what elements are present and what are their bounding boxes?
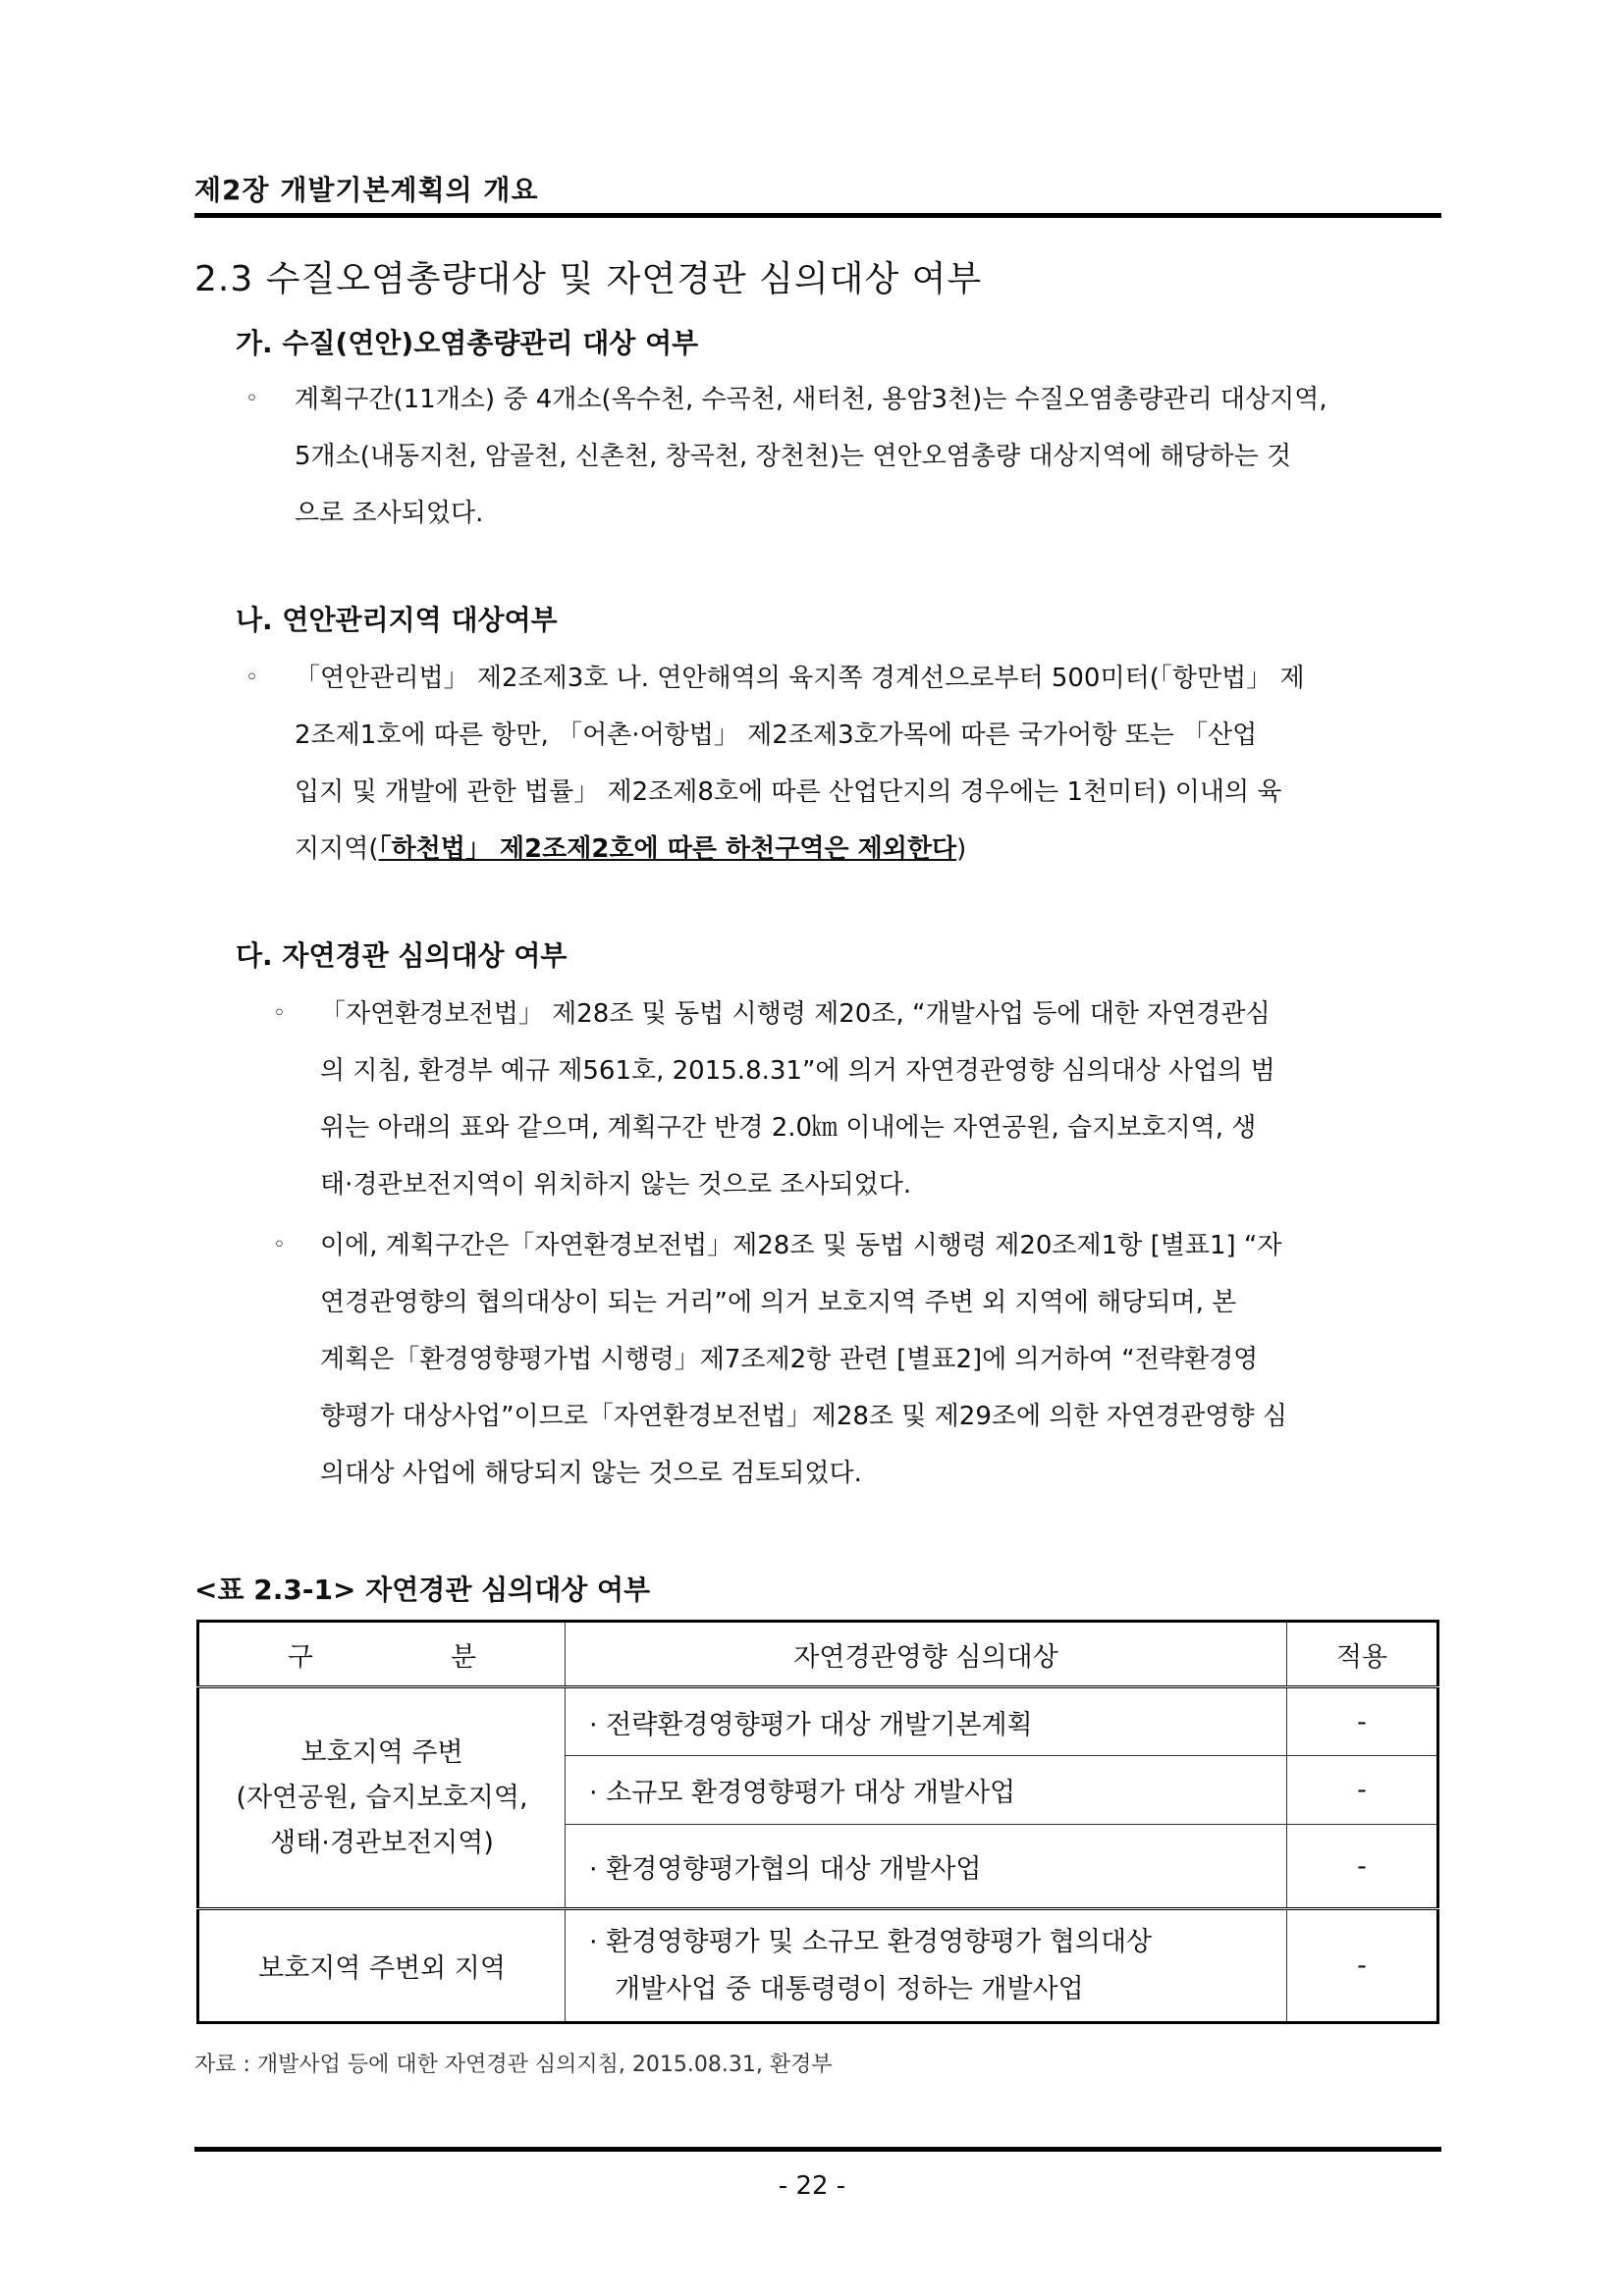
group-label-line: 생태·경관보전지역) [270,1827,494,1858]
paragraph-line: 태·경관보전지역이 위치하지 않는 것으로 조사되었다. [320,1170,912,1200]
group-protected-area-vicinity [198,1687,566,1909]
review-item: · 소규모 환경영향평가 대상 개발사업 [566,1756,1287,1825]
apply-value: - [1287,1756,1438,1825]
paragraph-line: 계획은「환경영향평가법 시행령」제7조제2항 관련 [별표2]에 의거하여 “전략환경영 [320,1345,1259,1374]
subsection-b-title: 나. 연안관리지역 대상여부 [236,604,558,636]
review-item: · 전략환경영향평가 대상 개발기본계획 [566,1687,1287,1756]
group-label-line: (자연공원, 습지보호지역, [236,1782,528,1813]
paragraph-line: 의 지침, 환경부 예규 제561호, 2015.8.31”에 의거 자연경관영향 심의대상 사업의 범 [320,1056,1275,1086]
table-header-row [198,1622,1438,1687]
paragraph-line: 「자연환경보전법」 제28조 및 동법 시행령 제20조, “개발사업 등에 대한 자연경관심 [320,999,1271,1029]
bullet: ◦ [273,1001,286,1026]
header-category [198,1622,566,1687]
subsection-b-paragraph [245,650,1441,878]
paragraph-line: 으로 조사되었다. [295,499,484,528]
paragraph-line: 위는 아래의 표와 같으며, 계획구간 반경 2.0㎞ 이내에는 자연공원, 습지보호지역, 생 [320,1113,1257,1143]
paragraph-line: 연경관영향의 협의대상이 되는 거리”에 의거 보호지역 주변 외 지역에 해당되며, 본 [320,1288,1237,1317]
subsection-a-paragraph [245,371,1441,542]
review-target-table [196,1620,1439,2024]
chapter-header: 제2장 개발기본계획의 개요 [194,174,539,206]
section-title: 2.3 수질오염총량대상 및 자연경관 심의대상 여부 [194,259,983,299]
review-item: · 환경영향평가협의 대상 개발사업 [566,1825,1287,1909]
subsection-a-title: 가. 수질(연안)오염총량관리 대상 여부 [236,327,699,359]
paragraph-line [295,821,1441,878]
line-suffix: ) [956,834,967,864]
paragraph-line: 5개소(내동지천, 암골천, 신촌천, 창곡천, 장천천)는 연안오염총량 대상지역에 해당하는 것 [295,442,1292,471]
review-item-line: · 환경영향평가 및 소규모 환경영향평가 협의대상 [589,1926,1153,1957]
paragraph-line: 이에, 계획구간은「자연환경보전법」제28조 및 동법 시행령 제20조제1항 [별표1] “자 [320,1231,1282,1260]
table-row [198,1909,1438,2023]
paragraph-line: 의대상 사업에 해당되지 않는 것으로 검토되었다. [320,1459,862,1488]
subsection-c-title: 다. 자연경관 심의대상 여부 [236,939,568,972]
review-item [566,1909,1287,2023]
table-title: <표 2.3-1> 자연경관 심의대상 여부 [194,1574,651,1606]
header-category-part-1: 구 [287,1641,313,1673]
header-apply: 적용 [1287,1622,1438,1687]
line-prefix: 지지역( [295,834,379,864]
paragraph-line: 계획구간(11개소) 중 4개소(옥수천, 수곡천, 새터천, 용암3천)는 수질오염총량관리 대상지역, [295,385,1327,414]
table-source-note: 자료 : 개발사업 등에 대한 자연경관 심의지침, 2015.08.31, 환경부 [194,2053,833,2077]
header-category-part-2: 분 [451,1641,477,1673]
apply-value: - [1287,1909,1438,2023]
bullet: ◦ [245,387,258,411]
paragraph-line: 「연안관리법」 제2조제3호 나. 연안해역의 육지쪽 경계선으로부터 500미터(「항만법」 제 [295,664,1305,693]
bullet: ◦ [273,1233,286,1257]
header-review-target: 자연경관영향 심의대상 [566,1622,1287,1687]
group-label-line: 보호지역 주변 [300,1736,463,1768]
paragraph-line: 입지 및 개발에 관한 법률」 제2조제8호에 따른 산업단지의 경우에는 1천미터) 이내의 육 [295,777,1282,807]
page-number: - 22 - [778,2171,846,2201]
subsection-c-paragraph-2 [273,1217,1441,1502]
header-divider [194,213,1441,218]
review-item-line: 개발사업 중 대통령령이 정하는 개발사업 [615,1973,1084,2004]
bullet: ◦ [245,666,258,690]
paragraph-line: 향평가 대상사업”이므로「자연환경보전법」제28조 및 제29조에 의한 자연경관영향 심 [320,1402,1287,1431]
apply-value: - [1287,1687,1438,1756]
underlined-exclusion-text: 「하천법」 제2조제2호에 따른 하천구역은 제외한다 [378,834,957,864]
footer-divider [194,2147,1441,2152]
group-outside-protected-area: 보호지역 주변외 지역 [198,1909,566,2023]
apply-value: - [1287,1825,1438,1909]
paragraph-line: 2조제1호에 따른 항만, 「어촌·어항법」 제2조제3호가목에 따른 국가어항 또는 「산업 [295,721,1258,750]
subsection-c-paragraph-1 [273,986,1441,1213]
table-row [198,1687,1438,1756]
